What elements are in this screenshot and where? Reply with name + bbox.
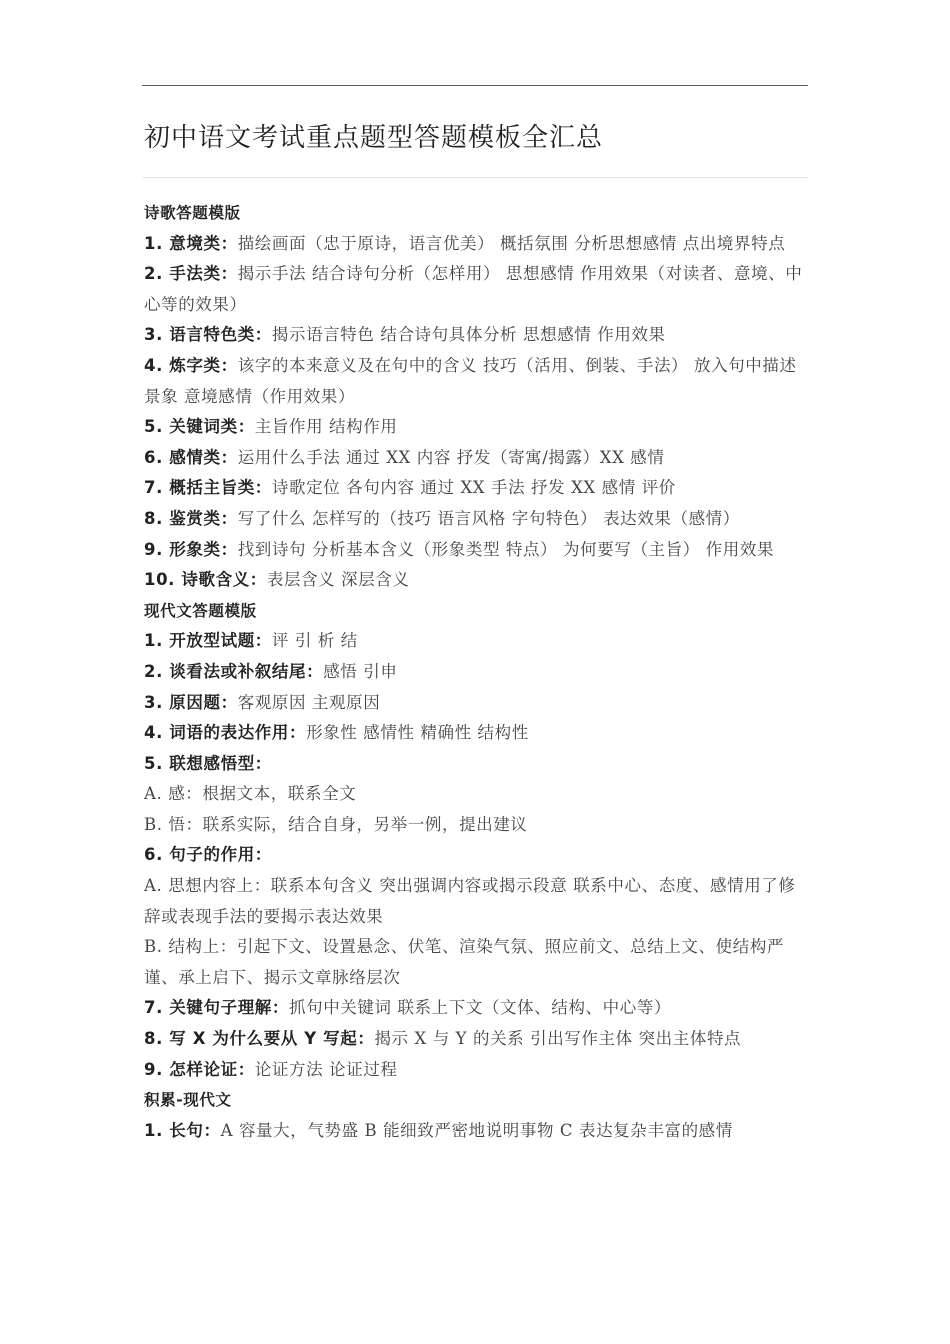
item-label: 4. 炼字类： [144, 355, 238, 375]
document-title: 初中语文考试重点题型答题模板全汇总 [144, 123, 604, 153]
list-item [144, 504, 808, 535]
sub-item [144, 810, 808, 841]
item-text: 感悟 引申 [323, 661, 398, 681]
item-text: 揭示 X 与 Y 的关系 引出写作主体 突出主体特点 [374, 1029, 742, 1049]
item-text: 客观原因 主观原因 [237, 692, 381, 712]
document-body [144, 198, 808, 1146]
item-text: 描绘画面（忠于原诗，语言优美） 概括氛围 分析思想感情 点出境界特点 [237, 233, 786, 253]
item-label: 5. 联想感悟型： [144, 753, 272, 773]
list-item [144, 749, 808, 780]
list-item [144, 259, 808, 320]
item-text: 该字的本来意义及在句中的含义 技巧（活用、倒装、手法） 放入句中描述景象 意境感情（作用效果） [144, 355, 797, 406]
section-heading-poetry: 诗歌答题模版 [144, 204, 241, 222]
item-text: 主旨作用 结构作用 [254, 417, 398, 437]
item-label: 7. 概括主旨类： [144, 478, 272, 498]
item-text: A. 感：根据文本，联系全文 [144, 784, 357, 804]
item-label: 9. 形象类： [144, 539, 238, 559]
list-item [144, 993, 808, 1024]
list-item [144, 626, 808, 657]
item-text: B. 结构上：引起下文、设置悬念、伏笔、渲染气氛、照应前文、总结上文、使结构严谨、承上启下、揭示文章脉络层次 [144, 937, 785, 987]
sub-item [144, 871, 808, 932]
list-item [144, 840, 808, 871]
list-item [144, 718, 808, 749]
item-label: 1. 开放型试题： [144, 631, 272, 651]
list-item [144, 412, 808, 443]
item-text: 诗歌定位 各句内容 通过 XX 手法 抒发 XX 感情 评价 [271, 478, 676, 498]
list-item [144, 229, 808, 260]
item-label: 1. 长句： [144, 1120, 221, 1140]
item-label: 2. 谈看法或补叙结尾： [144, 661, 324, 681]
item-text: 论证方法 论证过程 [254, 1059, 398, 1079]
section-heading-accumulation: 积累-现代文 [144, 1091, 232, 1110]
item-text: B. 悟：联系实际，结合自身，另举一例，提出建议 [144, 814, 528, 834]
item-label: 8. 写 X 为什么要从 Y 写起： [144, 1029, 375, 1049]
list-item [144, 473, 808, 504]
item-text: 运用什么手法 通过 XX 内容 抒发（寄寓/揭露）XX 感情 [237, 447, 665, 467]
sub-item [144, 932, 808, 993]
item-text: 揭示手法 结合诗句分析（怎样用） 思想感情 作用效果（对读者、意境、中心等的效果） [144, 264, 803, 314]
item-label: 7. 关键句子理解： [144, 998, 289, 1018]
list-item [144, 565, 808, 596]
list-item [144, 1024, 808, 1055]
section-heading-modern-prose: 现代文答题模版 [144, 601, 257, 620]
item-label: 3. 原因题： [144, 692, 238, 712]
list-item [144, 320, 808, 351]
item-text: A. 思想内容上：联系本句含义 突出强调内容或揭示段意 联系中心、态度、感情用了修辞或表现手法的要揭示表达效果 [144, 876, 796, 926]
item-label: 4. 词语的表达作用： [144, 723, 307, 743]
title-divider [142, 177, 808, 178]
item-label: 3. 语言特色类： [144, 325, 272, 345]
item-label: 10. 诗歌含义： [144, 570, 267, 590]
item-label: 1. 意境类： [144, 233, 238, 253]
sub-item [144, 779, 808, 810]
item-label: 8. 鉴赏类： [144, 508, 238, 528]
item-text: 抓句中关键词 联系上下文（文体、结构、中心等） [289, 998, 672, 1018]
item-label: 9. 怎样论证： [144, 1059, 255, 1079]
item-label: 5. 关键词类： [144, 417, 255, 437]
item-text: 评 引 析 结 [271, 631, 358, 651]
item-text: 表层含义 深层含义 [266, 570, 410, 590]
item-label: 2. 手法类： [144, 264, 238, 284]
list-item [144, 657, 808, 688]
list-item [144, 1116, 808, 1147]
list-item [144, 535, 808, 566]
top-divider [142, 85, 808, 86]
item-text: 揭示语言特色 结合诗句具体分析 思想感情 作用效果 [271, 325, 666, 345]
list-item [144, 688, 808, 719]
item-label: 6. 句子的作用： [144, 845, 272, 865]
list-item [144, 443, 808, 474]
item-text: A 容量大，气势盛 B 能细致严密地说明事物 C 表达复杂丰富的感情 [220, 1120, 733, 1140]
item-text: 形象性 感情性 精确性 结构性 [306, 723, 529, 743]
list-item [144, 351, 808, 412]
list-item [144, 1055, 808, 1086]
item-label: 6. 感情类： [144, 447, 238, 467]
item-text: 写了什么 怎样写的（技巧 语言风格 字句特色） 表达效果（感情） [237, 508, 740, 528]
item-text: 找到诗句 分析基本含义（形象类型 特点） 为何要写（主旨） 作用效果 [237, 539, 775, 559]
